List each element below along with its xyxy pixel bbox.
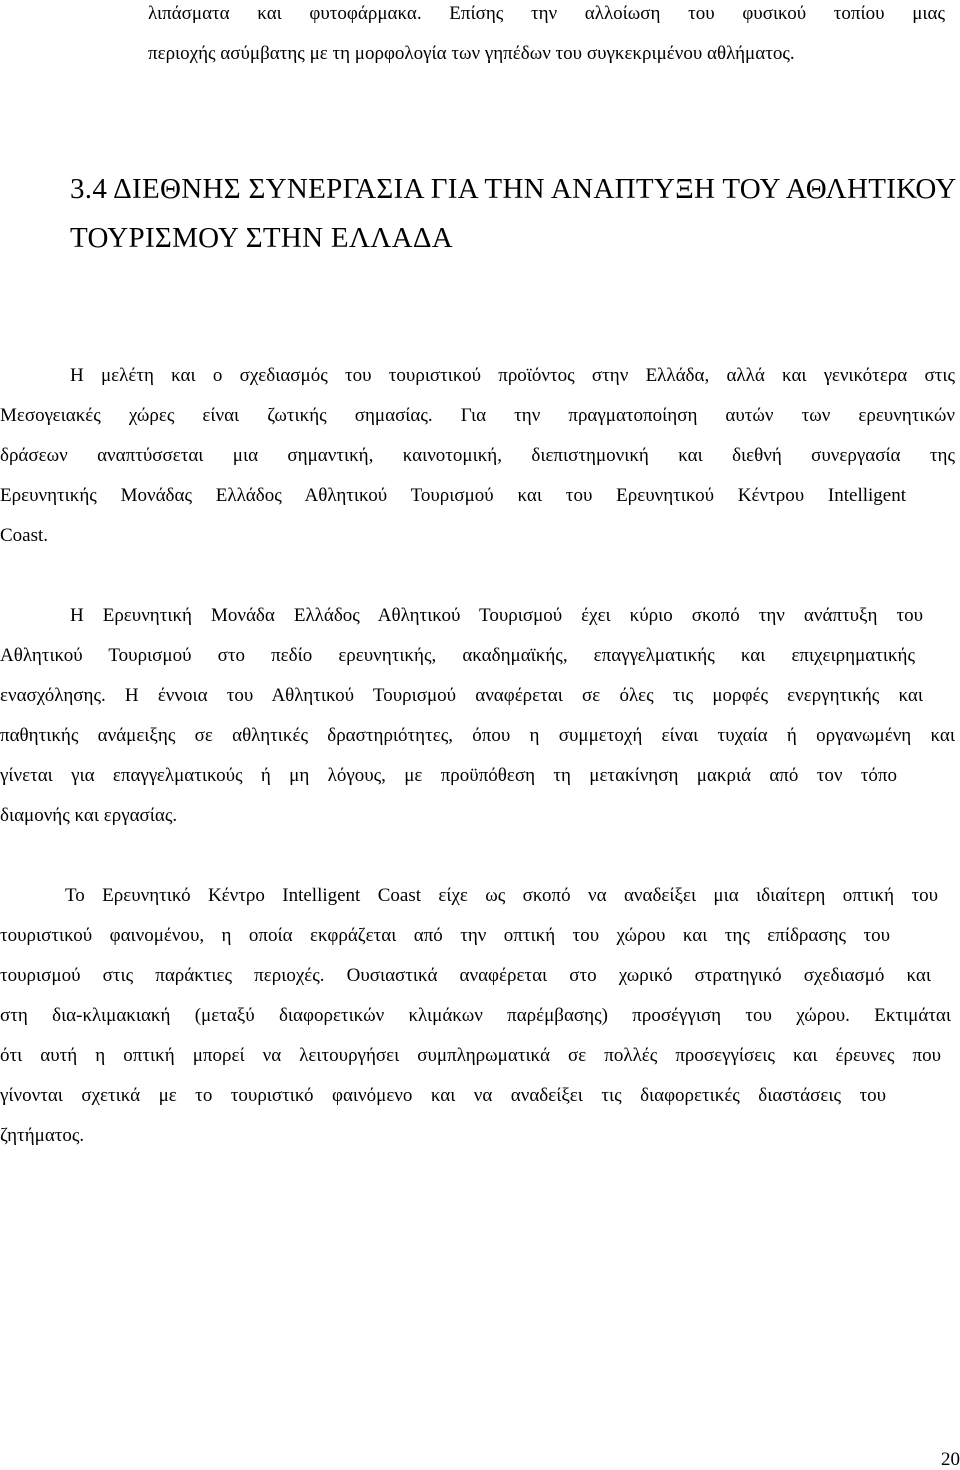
text-line: Μεσογειακές χώρες είναι ζωτικής σημασίας. Για την πραγματοποίηση αυτών των ερευνητικών — [0, 405, 955, 426]
text-line: ζητήματος. — [0, 1125, 85, 1146]
text-line: Ερευνητικής Μονάδας Ελλάδος Αθλητικού Τουρισμού και του Ερευνητικού Κέντρου Intelligent — [0, 485, 906, 506]
text-line: Το Ερευνητικό Κέντρο Intelligent Coast είχε ως σκοπό να αναδείξει μια ιδιαίτερη οπτική του — [65, 885, 938, 906]
heading-line: ΤΟΥΡΙΣΜΟΥ ΣΤΗΝ ΕΛΛΑΔΑ — [70, 222, 454, 254]
text-line: ότι αυτή η οπτική μπορεί να λειτουργήσει συμπληρωματικά σε πολλές προσεγγίσεις και έρευνες που — [0, 1045, 941, 1066]
text-line: γίνονται σχετικά με το τουριστικό φαινόμενο και να αναδείξει τις διαφορετικές διαστάσεις του — [0, 1085, 886, 1106]
text-line: διαμονής και εργασίας. — [0, 805, 178, 826]
text-line: Η Ερευνητική Μονάδα Ελλάδος Αθλητικού Τουρισμού έχει κύριο σκοπό την ανάπτυξη του — [70, 605, 923, 626]
text-line: Η μελέτη και ο σχεδιασμός του τουριστικού προϊόντος στην Ελλάδα, αλλά και γενικότερα στις — [70, 365, 955, 386]
text-line: τουρισμού στις παράκτιες περιοχές. Ουσιαστικά αναφέρεται στο χωρικό στρατηγικό σχεδιασμό και — [0, 965, 931, 986]
text-line: περιοχής ασύμβατης με τη μορφολογία των γηπέδων του συγκεκριμένου αθλήματος. — [148, 43, 795, 64]
text-line: παθητικής ανάμειξης σε αθλητικές δραστηριότητες, όπου η συμμετοχή είναι τυχαία ή οργανωμένη και — [0, 725, 955, 746]
heading-line: 3.4 ΔΙΕΘΝΗΣ ΣΥΝΕΡΓΑΣΙΑ ΓΙΑ ΤΗΝ ΑΝΑΠΤΥΞΗ ΤΟΥ ΑΘΛΗΤΙΚΟΥ — [70, 173, 957, 205]
page-number: 20 — [941, 1449, 960, 1470]
text-line: Αθλητικού Τουρισμού στο πεδίο ερευνητικής, ακαδημαϊκής, επαγγελματικής και επιχειρηματικής — [0, 645, 915, 666]
text-line: λιπάσματα και φυτοφάρμακα. Επίσης την αλλοίωση του φυσικού τοπίου μιας — [148, 3, 945, 24]
text-line: στη δια-κλιμακιακή (μεταξύ διαφορετικών κλιμάκων παρέμβασης) προσέγγιση του χώρου. Εκτιμάται — [0, 1005, 951, 1026]
text-line: ενασχόλησης. Η έννοια του Αθλητικού Τουρισμού αναφέρεται σε όλες τις μορφές ενεργητικής και — [0, 685, 923, 706]
text-line: δράσεων αναπτύσσεται μια σημαντική, καινοτομική, διεπιστημονική και διεθνή συνεργασία της — [0, 445, 955, 466]
text-line: γίνεται για επαγγελματικούς ή μη λόγους, με προϋπόθεση τη μετακίνηση μακριά από τον τόπο — [0, 765, 897, 786]
text-line: Coast. — [0, 525, 49, 546]
text-line: τουριστικού φαινομένου, η οποία εκφράζεται από την οπτική του χώρου και της επίδρασης του — [0, 925, 890, 946]
